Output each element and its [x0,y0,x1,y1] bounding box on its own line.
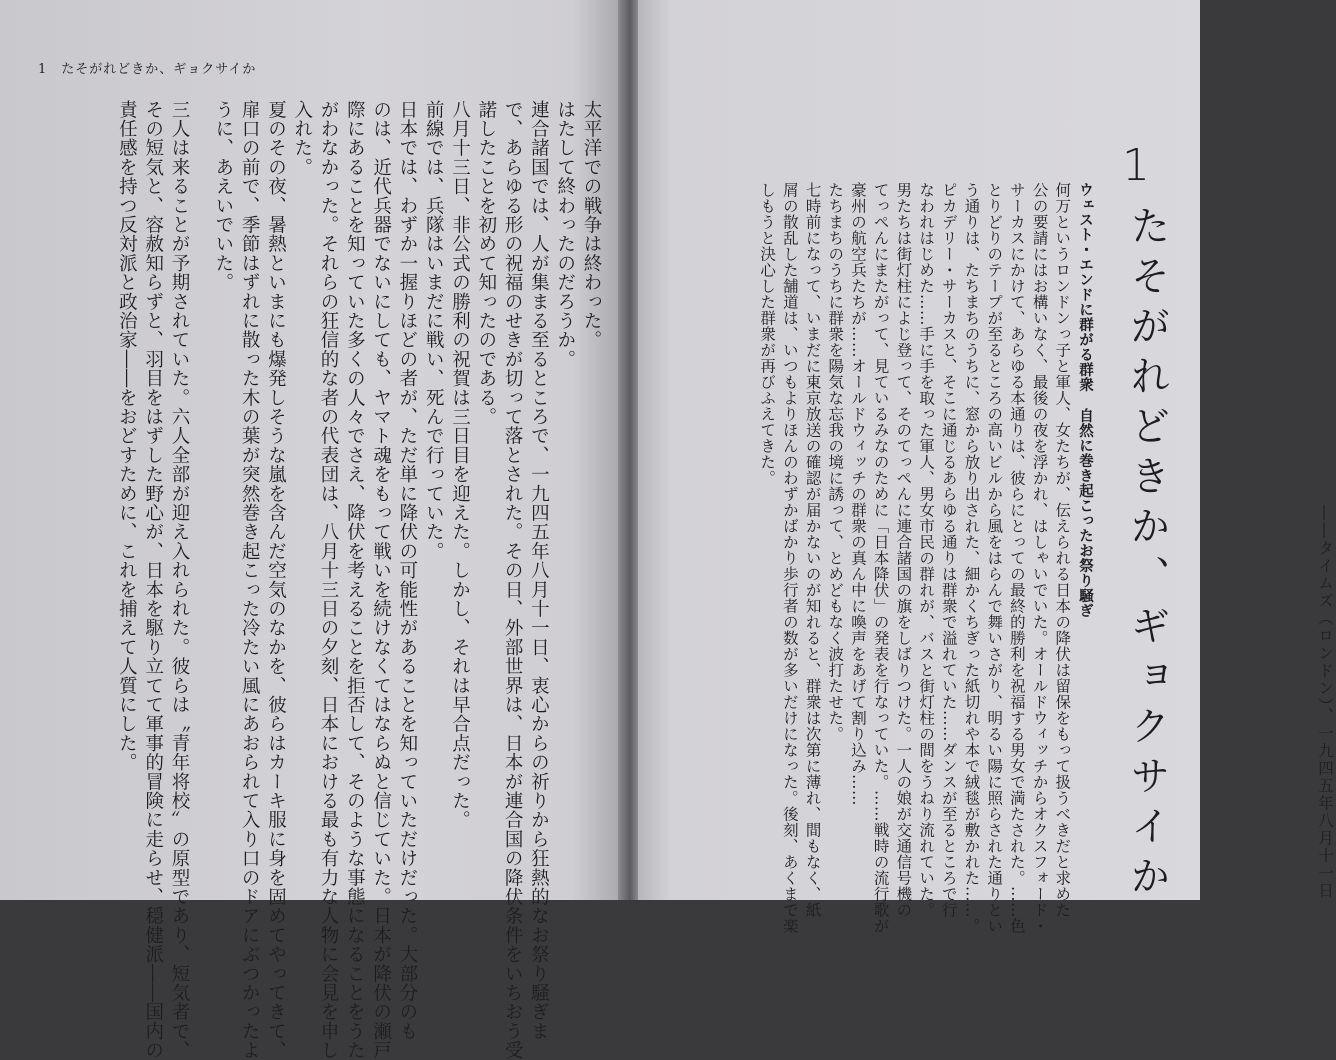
epigraph-attribution: ――タイムズ（ロンドン）、一九四五年八月十一日 [1316,505,1334,900]
body-line: 八月十三日、非公式の勝利の祝賀は三日目を迎えた。しかし、それは早合点だった。 [449,100,471,830]
quote-line: たちまちのうちに群衆を陽気な忘我の境に誘って、とめどもなく波打たせた。 [826,182,845,742]
quote-line: しもうと決心した群衆が再びふえてきた。 [758,182,777,486]
quote-line: 男たちは街灯柱によじ登って、そのてっぺんに連合諸国の旗をしばりつけた。一人の娘が交通信号機の [894,182,913,918]
body-line: で、あらゆる形の祝福のせきが切って落とされた。その日、外部世界は、日本が連合国の降伏条件をいちおう受 [502,100,524,1060]
body-line: 諾したことを初めて知ったのである。 [475,100,497,427]
body-line: 扉口の前で、季節はずれに散った木の葉が突然巻き起こった冷たい風にあおられて入り口のドアにぶつかったよ [239,100,261,1060]
body-line: 前線では、兵隊はいまだに戦い、死んで行っていた。 [423,100,445,561]
quote-line: 公の要請にはお構いなく、最後の夜を浮かれ、はしゃいでいた。オールドウィッチからオクスフォード・ [1030,182,1049,934]
body-line: 連合諸国では、人が集まる至るところで、一九四五年八月十一日、衷心からの祈りから狂熱的なお祭り騒ぎま [528,100,550,1041]
body-line: その短気と、容赦知らずと、羽目をはずした野心が、日本を駆り立てて軍事的冒険に走らせ、穏健派――国内の [142,100,164,1060]
chapter-title: たそがれどきか、ギョクサイか [1124,205,1170,905]
quote-line: 七時前になって、いまだに東京放送の確認が届かないのが知れると、群衆は次第に薄れ、間もなく、紙 [803,182,822,918]
quote-line: 屑の散乱した舗道は、いつもよりほんのわずかばかり歩行者の数が多いだけになった。後刻、あくまで楽 [780,182,799,934]
body-line: がわなかった。それらの狂信的な者の代表団は、八月十三日の夕刻、日本における最も有力な人物に会見を申し [318,100,340,1060]
main-body-column [210,100,604,1060]
quote-line: サーカスにかけて、あらゆる本通りは、彼らにとっての最終的勝利を祝福する男女で満たされた。……色 [1007,182,1026,934]
epigraph-subhead [1073,182,1096,882]
body-line: 夏のその夜、暑熱といまにも爆発しそうな嵐を含んだ空気のなかを、彼らはカーキ服に身を固めてやってきて、 [265,100,287,1060]
body-line: はたして終わったのだろうか。 [554,100,576,369]
quote-line: なわれはじめた……手に手を取った軍人、男女市民の群れが、バスと街灯柱の間をうねり流れていた。 [917,182,936,918]
body-line: 際にあることを知っていた多くの人々でさえ、降伏を考えることを拒否して、そのような事態になることをうた [344,100,366,1060]
quote-line: ピカデリー・サーカスと、そこに通じるあらゆる通りは群衆で溢れていた……ダンスが至るところで行 [939,182,958,918]
body-line: 日本では、わずか一握りほどの者が、ただ単に降伏の可能性があることを知っていただけだった。大部分のも [396,100,418,1041]
quote-line: 何万というロンドンっ子と軍人、女たちが、伝えられる日本の降伏は留保をもって扱うべきだと求めた [1053,182,1072,918]
quote-line: う通りは、たちまちのうちに、窓から放り出された、細かくちぎった紙切れや本で絨毯が敷かれた……。 [962,182,981,934]
epigraph-subhead-lead: ウェスト・エンドに群がる群衆 [1077,182,1093,392]
body-line: 三人は来ることが予期されていた。六人全部が迎え入れられた。彼らは〝青年将校〟の原型であり、短気者で、 [169,100,190,1060]
quote-line: 豪州の航空兵たちが……オールドウィッチの群衆の真ん中に喚声をあげて割り込み…… [848,182,867,806]
left-body-column [113,100,192,1060]
chapter-number: 1 [1122,140,1150,191]
body-line: 責任感を持つ反対派と政治家――をおどすために、これを捕えて人質にした。 [116,100,138,772]
body-line: 入れた。 [291,100,313,177]
quote-line: とりどりのテープが至るところの高いビルから風をはらんで舞いさがり、明るい陽に照らされた通りとい [985,182,1004,934]
epigraph-quote [755,182,1096,934]
running-head: 1 たそがれどきか、ギョクサイか [38,62,257,77]
right-page [638,0,1334,934]
body-line: 太平洋での戦争は終わった。 [581,100,602,350]
epigraph-subhead-tail: 自然に巻き起こったお祭り騒ぎ [1077,408,1093,618]
quote-line: てっぺんにまたがって、見ているみなのために「日本降伏」の発表を行なっていた。……戦時の流行歌が [871,182,890,934]
body-line: うに、あえいでいた。 [212,100,234,292]
body-line: のは、近代兵器でないにしても、ヤマト魂をもって戦いを続けなくてはならぬと信じていた。日本が降伏の瀬戸 [370,100,392,1060]
left-page [0,0,622,1060]
